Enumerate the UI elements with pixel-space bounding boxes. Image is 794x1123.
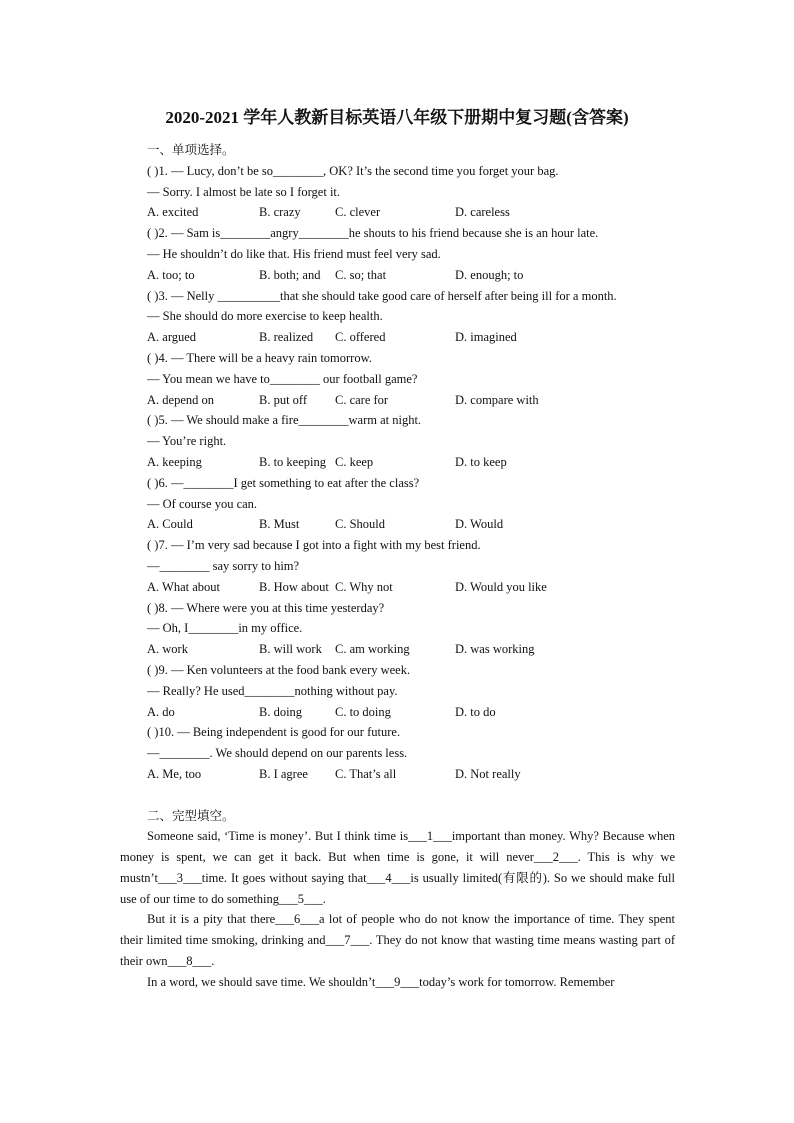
answer-option-a: A. excited xyxy=(147,205,199,220)
answer-option-c: C. so; that xyxy=(335,267,387,282)
answer-option-c: C. Why not xyxy=(335,579,393,594)
question-response: — You’re right. xyxy=(147,434,227,449)
question-stem: ( )1. — Lucy, don’t be so________, OK? It’s the second time you forget your bag. xyxy=(147,163,559,178)
answer-option-a: A. depend on xyxy=(147,392,214,407)
answer-option-b: B. will work xyxy=(259,642,322,657)
answer-options xyxy=(120,390,675,411)
answer-option-a: A. What about xyxy=(147,579,221,594)
answer-option-b: B. put off xyxy=(259,392,308,407)
question-response: — Oh, I________in my office. xyxy=(147,621,303,636)
question-response: — You mean we have to________ our football game? xyxy=(147,371,418,386)
question-response: — Of course you can. xyxy=(147,496,258,511)
question-stem: ( )10. — Being independent is good for our future. xyxy=(147,725,401,740)
answer-option-d: D. careless xyxy=(455,205,510,220)
answer-option-c: C. keep xyxy=(335,454,374,469)
cloze-paragraph: Someone said, ‘Time is money’. But I think time is___1___important than money. Why? Because when money is spent, we can get it back. But when time is gone, it will never___2___. This is why we mustn’t___3___time. It goes without saying that___4___is usually limited(有限的). So we should make full use of our time to do something___5___. xyxy=(120,829,675,906)
question-stem: ( )7. — I’m very sad because I got into a fight with my best friend. xyxy=(147,538,481,553)
answer-option-d: D. to do xyxy=(455,704,496,719)
answer-option-c: C. care for xyxy=(335,392,389,407)
answer-option-c: C. That’s all xyxy=(335,766,397,781)
document-title: 2020-2021 学年人教新目标英语八年级下册期中复习题(含答案) xyxy=(165,108,629,127)
answer-option-d: D. to keep xyxy=(455,454,507,469)
question-response: —________ say sorry to him? xyxy=(147,558,300,573)
answer-option-a: A. work xyxy=(147,642,188,657)
answer-option-c: C. Should xyxy=(335,517,386,532)
section-heading: 一、单项选择。 xyxy=(147,143,235,157)
cloze-paragraph: But it is a pity that there___6___a lot of people who do not know the importance of time. They spent their limited time smoking, drinking and___7___. They do not know that wasting time means wasting part of their own___8___. xyxy=(120,912,675,969)
section-heading: 二、完型填空。 xyxy=(147,808,235,823)
question-stem: ( )3. — Nelly __________that she should take good care of herself after being ill for a month. xyxy=(147,288,617,303)
answer-option-a: A. too; to xyxy=(147,267,195,282)
question-stem: ( )9. — Ken volunteers at the food bank every week. xyxy=(147,662,411,677)
answer-option-c: C. offered xyxy=(335,330,386,345)
question-stem: ( )5. — We should make a fire________warm at night. xyxy=(147,413,422,428)
answer-option-b: B. How about xyxy=(259,579,329,594)
answer-option-a: A. Me, too xyxy=(147,766,202,781)
question-response: — She should do more exercise to keep health. xyxy=(147,309,383,324)
answer-options xyxy=(120,265,675,286)
question-response: — He shouldn’t do like that. His friend must feel very sad. xyxy=(147,246,441,261)
cloze-paragraph: In a word, we should save time. We shouldn’t___9___today’s work for tomorrow. Remember xyxy=(147,974,615,989)
answer-options xyxy=(120,639,675,660)
question-stem: ( )4. — There will be a heavy rain tomorrow. xyxy=(147,350,372,365)
answer-options xyxy=(120,202,675,223)
answer-option-c: C. am working xyxy=(335,642,410,657)
answer-options xyxy=(120,764,675,785)
answer-option-b: B. both; and xyxy=(259,267,321,282)
answer-options xyxy=(120,577,675,598)
spacer xyxy=(120,785,675,806)
answer-option-c: C. clever xyxy=(335,205,381,220)
answer-option-d: D. was working xyxy=(455,642,535,657)
answer-option-b: B. to keeping xyxy=(259,454,327,469)
answer-option-d: D. enough; to xyxy=(455,267,524,282)
question-stem: ( )2. — Sam is________angry________he shouts to his friend because she is an hour late. xyxy=(147,226,599,241)
answer-option-b: B. Must xyxy=(259,517,300,532)
answer-options xyxy=(120,702,675,723)
answer-option-b: B. crazy xyxy=(259,205,301,220)
answer-option-b: B. doing xyxy=(259,704,303,719)
question-stem: ( )8. — Where were you at this time yesterday? xyxy=(147,600,385,615)
answer-options xyxy=(120,327,675,348)
question-response: — Sorry. I almost be late so I forget it. xyxy=(147,184,341,199)
answer-option-c: C. to doing xyxy=(335,704,391,719)
answer-option-a: A. argued xyxy=(147,330,197,345)
answer-options xyxy=(120,452,675,473)
answer-option-b: B. I agree xyxy=(259,766,308,781)
answer-options xyxy=(120,514,675,535)
question-stem: ( )6. —________I get something to eat after the class? xyxy=(147,475,420,490)
answer-option-d: D. Not really xyxy=(455,766,521,781)
answer-option-a: A. keeping xyxy=(147,454,202,469)
answer-option-d: D. Would you like xyxy=(455,579,547,594)
question-response: —________. We should depend on our parents less. xyxy=(147,746,408,761)
answer-option-d: D. Would xyxy=(455,517,504,532)
answer-option-b: B. realized xyxy=(259,330,314,345)
answer-option-a: A. Could xyxy=(147,517,193,532)
answer-option-a: A. do xyxy=(147,704,175,719)
document-body xyxy=(120,140,675,993)
question-list xyxy=(120,161,675,785)
answer-option-d: D. compare with xyxy=(455,392,539,407)
question-response: — Really? He used________nothing without pay. xyxy=(147,683,398,698)
answer-option-d: D. imagined xyxy=(455,330,517,345)
